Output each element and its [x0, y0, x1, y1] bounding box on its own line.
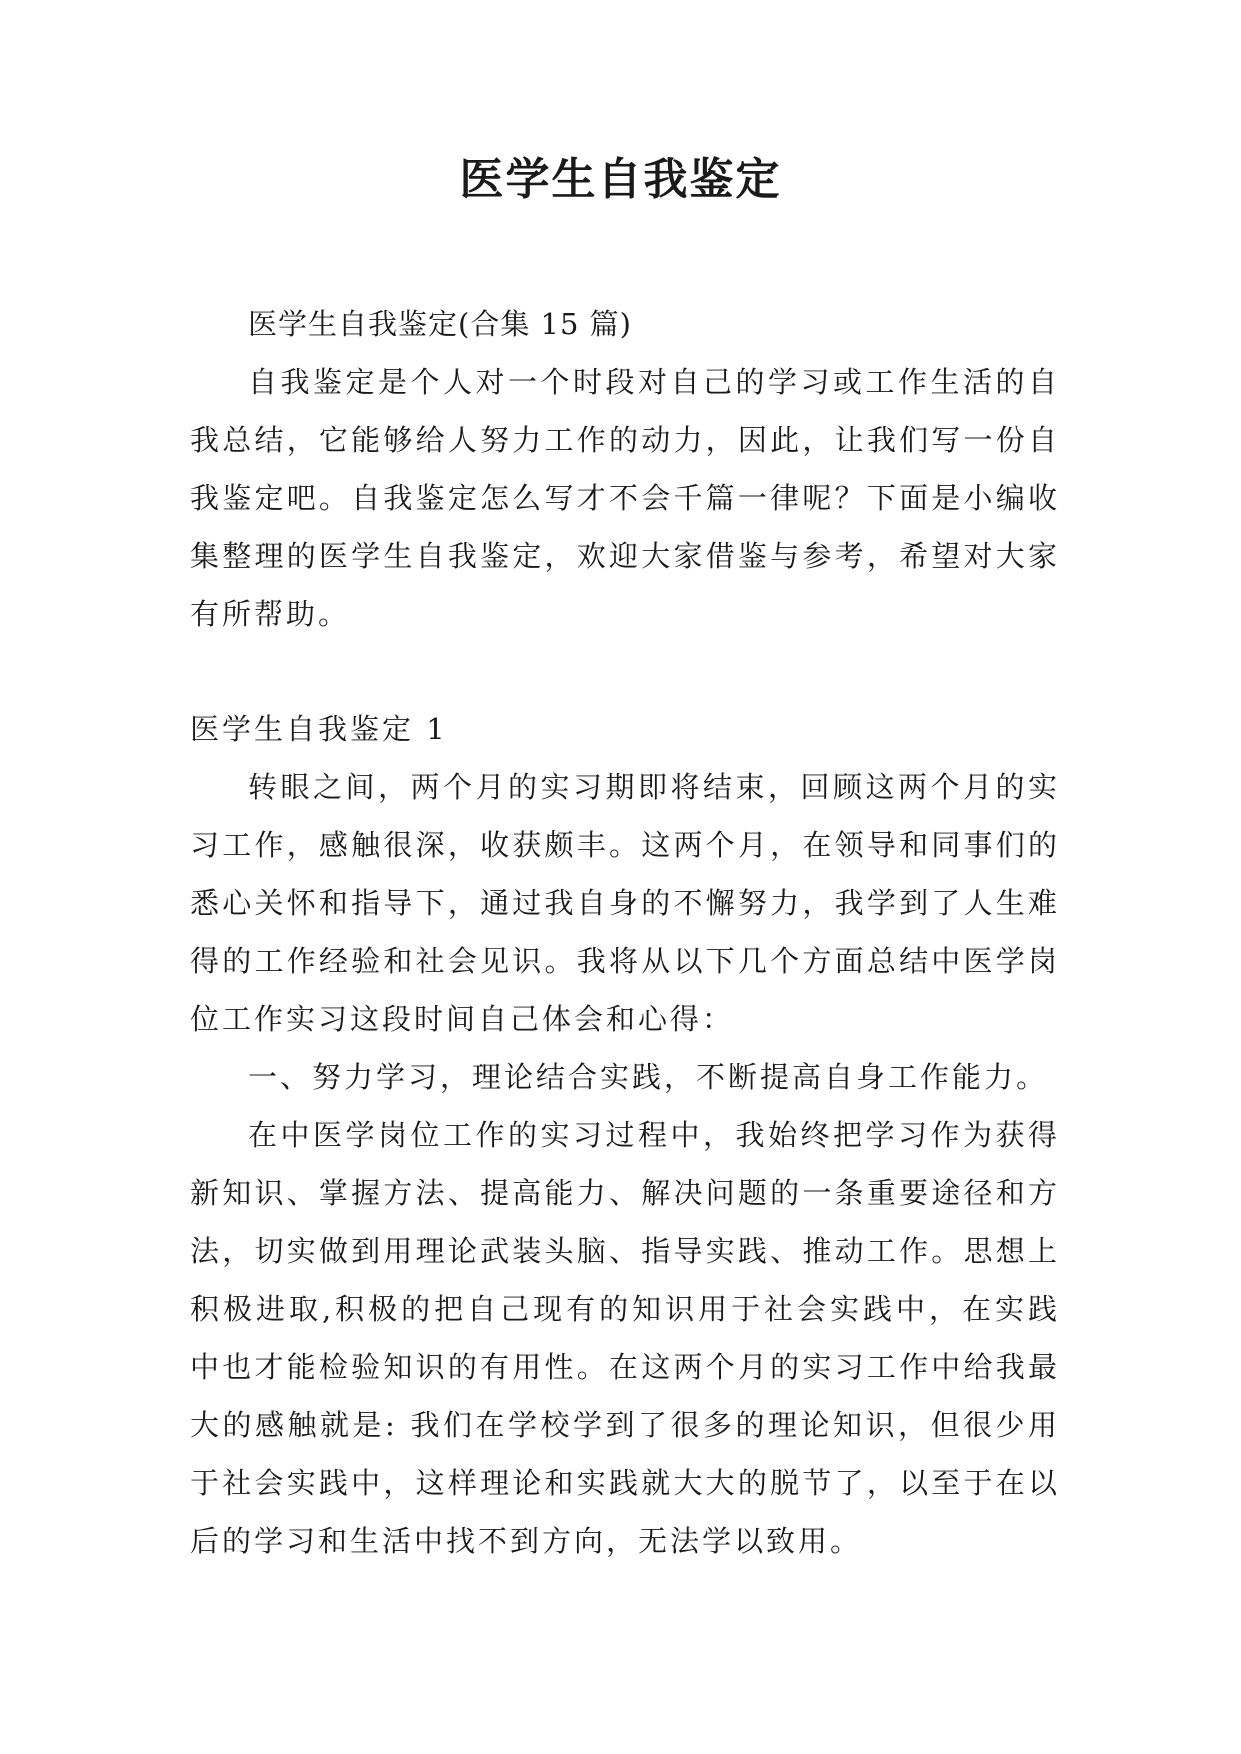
document-title: 医学生自我鉴定 [459, 154, 782, 205]
body-paragraph: 转眼之间，两个月的实习期即将结束，回顾这两个月的实习工作，感触很深，收获颇丰。这两个月，在领导和同事们的悉心关怀和指导下，通过我自身的不懈努力，我学到了人生难得的工作经验和社会见识。我将从以下几个方面总结中医学岗位工作实习这段时间自己体会和心得： [190, 770, 1060, 1036]
section-spacer [190, 643, 1060, 700]
section-heading: 医学生自我鉴定 1 [190, 712, 448, 746]
body-paragraph: 在中医学岗位工作的实习过程中，我始终把学习作为获得新知识、掌握方法、提高能力、解决问题的一条重要途径和方法，切实做到用理论武装头脑、指导实践、推动工作。思想上积极进取,积极的把自己现有的知识用于社会实践中，在实践中也才能检验知识的有用性。在这两个月的实习工作中给我最大的感触就是: 我们在学校学到了很多的理论知识，但很少用于社会实践中，这样理论和实践就大大的脱节了，以至于在以后的学习和生活中找不到方向，无法学以致用。 [190, 1118, 1060, 1558]
document-subtitle: 医学生自我鉴定(合集 15 篇) [248, 307, 632, 341]
document-body [190, 295, 1060, 1570]
intro-paragraph: 自我鉴定是个人对一个时段对自己的学习或工作生活的自我总结，它能够给人努力工作的动力，因此，让我们写一份自我鉴定吧。自我鉴定怎么写才不会千篇一律呢？下面是小编收集整理的医学生自我鉴定，欢迎大家借鉴与参考，希望对大家有所帮助。 [190, 365, 1060, 631]
body-paragraph: 一、努力学习，理论结合实践，不断提高自身工作能力。 [248, 1060, 1049, 1094]
